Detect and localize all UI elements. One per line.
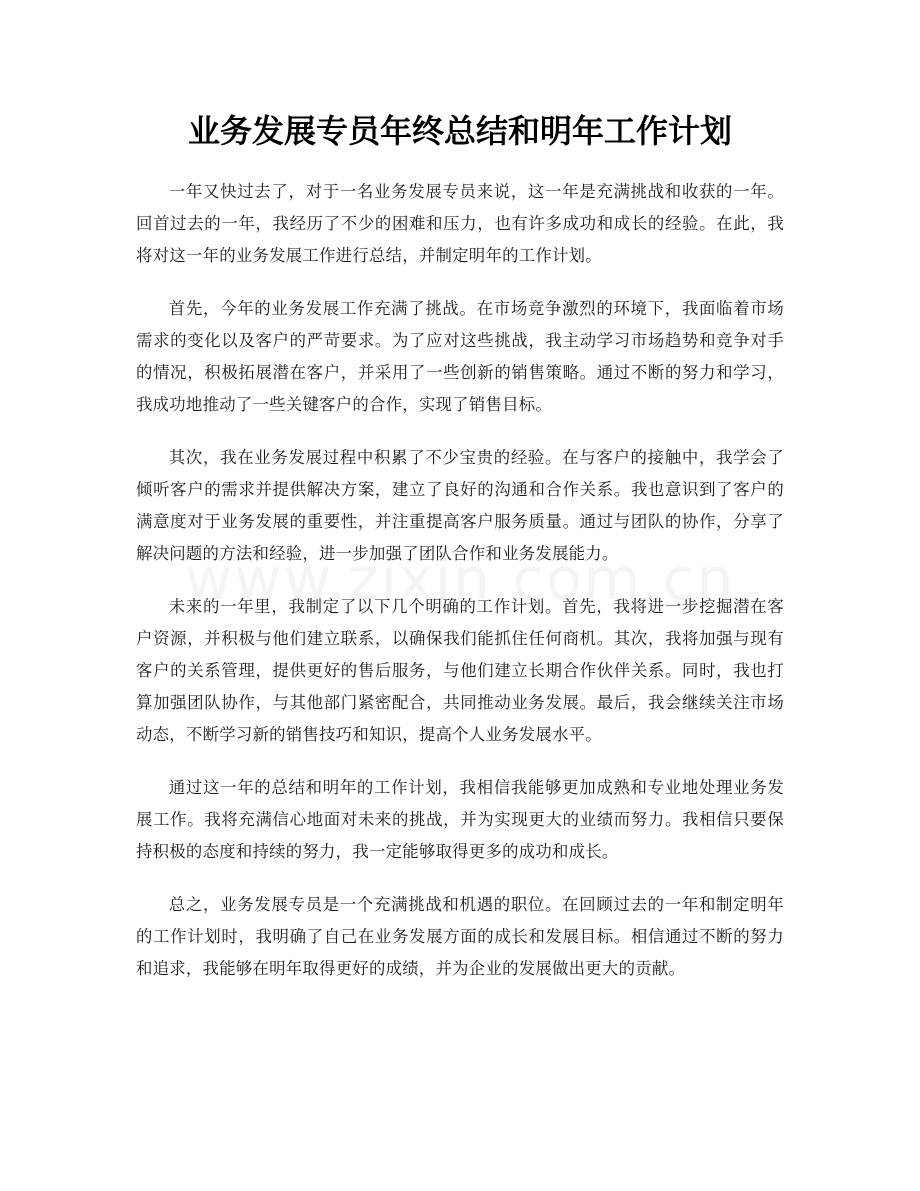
paragraph-2: 首先，今年的业务发展工作充满了挑战。在市场竞争激烈的环境下，我面临着市场需求的变化以及客户的严苛要求。为了应对这些挑战，我主动学习市场趋势和竞争对手的情况，积极拓展潜在客户，并采用了一些创新的销售策略。通过不断的努力和学习，我成功地推动了一些关键客户的合作，实现了销售目标。 — [136, 299, 784, 414]
paragraph-1: 一年又快过去了，对于一名业务发展专员来说，这一年是充满挑战和收获的一年。回首过去的一年，我经历了不少的困难和压力，也有许多成功和成长的经验。在此，我将对这一年的业务发展工作进行总结，并制定明年的工作计划。 — [136, 182, 784, 265]
document-title: 业务发展专员年终总结和明年工作计划 — [187, 112, 732, 150]
paragraph-6: 总之，业务发展专员是一个充满挑战和机遇的职位。在回顾过去的一年和制定明年的工作计划时，我明确了自己在业务发展方面的成长和发展目标。相信通过不断的努力和追求，我能够在明年取得更好的成绩，并为企业的发展做出更大的贡献。 — [136, 895, 784, 978]
document-body — [136, 176, 784, 1006]
paragraph-3: 其次，我在业务发展过程中积累了不少宝贵的经验。在与客户的接触中，我学会了倾听客户的需求并提供解决方案，建立了良好的沟通和合作关系。我也意识到了客户的满意度对于业务发展的重要性，并注重提高客户服务质量。通过与团队的协作，分享了解决问题的方法和经验，进一步加强了团队合作和业务发展能力。 — [136, 448, 784, 563]
paragraph-5: 通过这一年的总结和明年的工作计划，我相信我能够更加成熟和专业地处理业务发展工作。我将充满信心地面对未来的挑战，并为实现更大的业绩而努力。我相信只要保持积极的态度和持续的努力，我一定能够取得更多的成功和成长。 — [136, 778, 784, 861]
paragraph-4: 未来的一年里，我制定了以下几个明确的工作计划。首先，我将进一步挖掘潜在客户资源，并积极与他们建立联系，以确保我们能抓住任何商机。其次，我将加强与现有客户的关系管理，提供更好的售后服务，与他们建立长期合作伙伴关系。同时，我也打算加强团队协作，与其他部门紧密配合，共同推动业务发展。最后，我会继续关注市场动态，不断学习新的销售技巧和知识，提高个人业务发展水平。 — [136, 597, 784, 744]
